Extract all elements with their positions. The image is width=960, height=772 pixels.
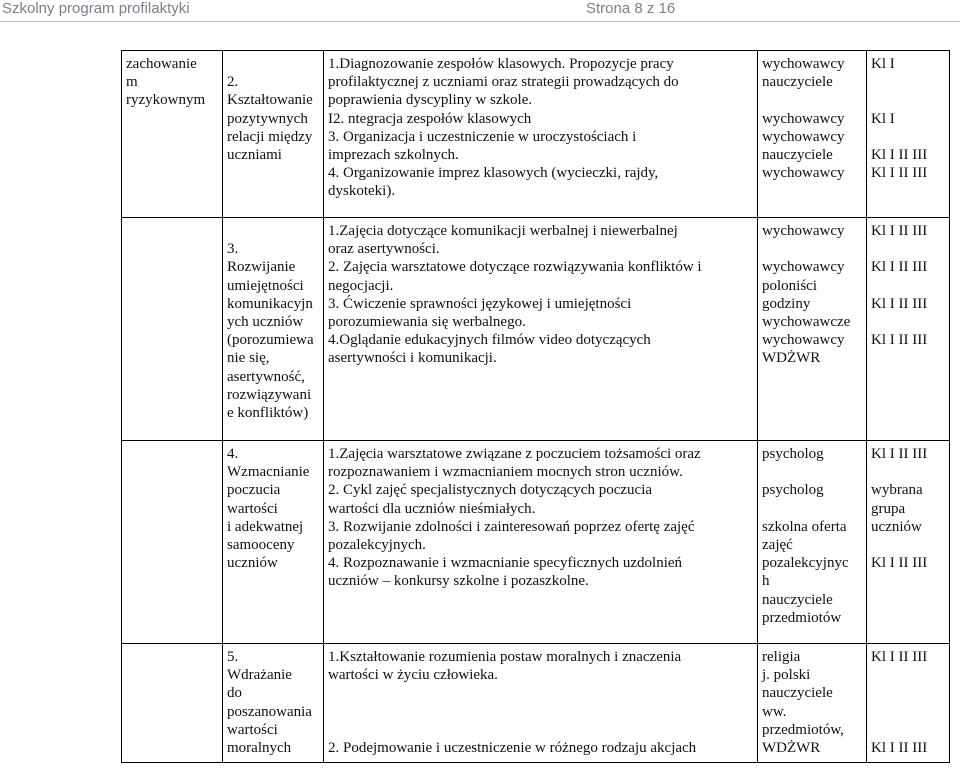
cell-text-line: (porozumiewa [227,332,314,349]
cell-text-line: wartości [227,721,278,738]
cell-text-line: m [126,74,138,91]
cell-text-line: wychowawcy [762,128,845,145]
cell-text-line: samooceny [227,537,295,554]
cell-text-line: relacji między [227,128,313,145]
cell-text-line: 4.Oglądanie edukacyjnych filmów video dotyczących [328,332,651,349]
cell-text-line: Kształtowanie [227,92,313,109]
cell-text-line: przedmiotów, [762,721,844,738]
class-cell [867,51,950,218]
cell-text-line: 4. [227,446,239,462]
page-number: Strona 8 z 16 [586,0,676,17]
blank-line [871,721,945,739]
cell-text-line: moralnych [227,740,292,757]
cell-text-line: pozalekcyjnyc [762,555,849,572]
cell-text-line: j. polski [762,667,811,684]
cell-text-line: Kl I II III [871,165,928,182]
header-divider [0,21,960,22]
blank-line [871,277,945,295]
cell-text-line: negocjacji. [328,277,394,294]
blank-line [871,128,945,146]
cell-text-line: szkolna oferta [762,518,847,535]
blank-line [871,666,945,684]
blank-line [328,703,753,721]
cell-text-line: uczniów – konkursy szkolne i pozaszkolne. [328,573,589,590]
blank-line [871,73,945,91]
cell-text-line: 3. Organizacja i uczestniczenie w uroczystościach i [328,128,637,145]
cell-text-line: 3. Ćwiczenie sprawności językowej i umiejętności [328,295,632,312]
responsible-cell [758,51,867,218]
cell-text-line: 2. Podejmowanie i uczestniczenie w różnego rodzaju akcjach [328,739,697,756]
blank-line [762,500,862,518]
cell-text-line: nauczyciele [762,74,833,91]
cell-text-line: 1.Zajęcia warsztatowe związane z poczuciem tożsamości oraz [328,446,701,462]
cell-text-line: Kl I II III [871,739,928,756]
cell-text-line: 1.Kształtowanie rozumienia postaw moralnych i znaczenia [328,649,682,665]
cell-text-line: grupa [871,500,906,517]
cell-text-line: rozpoznawaniem i wzmacnianiem mocnych stron uczniów. [328,464,683,481]
cell-text-line: i adekwatnej [227,518,304,535]
area-cell [122,441,223,644]
cell-text-line: do [227,685,242,702]
cell-text-line: psycholog [762,446,824,462]
cell-text-line: Kl I II III [871,223,928,239]
responsible-cell [758,644,867,763]
blank-line [871,684,945,702]
area-cell [122,51,223,218]
cell-text-line: 5. [227,649,239,665]
cell-text-line: ryzykownym [126,92,206,109]
cell-text-line: nauczyciele [762,147,833,163]
cell-text-line: poprawienia dyscypliny w szkole. [328,92,533,109]
cell-text-line: ww. [762,703,787,720]
table-row [122,644,950,763]
cell-text-line: Wzmacnianie [227,464,310,481]
cell-text-line: Kl I [871,110,895,127]
cell-text-line: Kl I II III [871,446,928,462]
cell-text-line: wartości w życiu człowieka. [328,667,498,684]
cell-text-line: 2. Zajęcia warsztatowe dotyczące rozwiązywania konfliktów i [328,259,702,276]
activities-cell [324,218,758,441]
cell-text-line: Kl I II III [871,555,928,572]
cell-text-line: porozumiewania się werbalnego. [328,314,526,331]
cell-text-line: wartości dla uczniów nieśmiałych. [328,500,536,517]
responsible-cell [758,441,867,644]
cell-text-line: asertywności i komunikacji. [328,350,497,367]
blank-line [871,313,945,331]
activities-cell [324,441,758,644]
cell-text-line: wychowawcy [762,56,845,72]
document-title: Szkolny program profilaktyki [2,0,190,17]
cell-text-line: ych uczniów [227,314,304,330]
class-cell [867,218,950,441]
cell-text-line: poczucia [227,482,281,499]
cell-text-line: dyskoteki). [328,183,396,200]
blank-line [227,55,319,73]
blank-line [871,536,945,554]
blank-line [871,703,945,721]
cell-text-line: uczniów [227,555,278,572]
cell-text-line: pozalekcyjnych. [328,537,426,554]
cell-text-line: zachowanie [126,56,197,72]
table-row [122,51,950,218]
page-header [0,0,960,20]
cell-text-line: wychowawcze [762,314,851,330]
cell-text-line: pozytywnych [227,110,308,127]
class-cell [867,644,950,763]
cell-text-line: wartości [227,500,278,517]
cell-text-line: asertywność, [227,368,305,385]
responsible-cell [758,218,867,441]
cell-text-line: wychowawcy [762,165,845,182]
cell-text-line: 4. Rozpoznawanie i wzmacnianie specyficznych uzdolnień [328,555,683,572]
blank-line [871,463,945,481]
cell-text-line: 1.Zajęcia dotyczące komunikacji werbalnej i niewerbalnej [328,223,678,239]
cell-text-line: Kl I II III [871,146,928,163]
cell-text-line: e konfliktów) [227,405,309,422]
task-cell [223,441,324,644]
cell-text-line: Kl I II III [871,259,928,276]
blank-line [227,222,319,240]
cell-text-line: 3. [227,241,239,258]
cell-text-line: Kl I II III [871,295,928,312]
blank-line [762,463,862,481]
cell-text-line: umiejętności [227,277,304,294]
cell-text-line: WDŻWR [762,740,821,757]
cell-text-line: Rozwijanie [227,259,296,276]
cell-text-line: 4. Organizowanie imprez klasowych (wycieczki, rajdy, [328,165,659,182]
area-cell [122,218,223,441]
cell-text-line: wychowawcy [762,259,845,276]
table-row [122,441,950,644]
blank-line [328,721,753,739]
cell-text-line: 1.Diagnozowanie zespołów klasowych. Propozycje pracy [328,56,674,72]
task-cell [223,218,324,441]
cell-text-line: komunikacyjn [227,295,313,312]
activities-cell [324,644,758,763]
cell-text-line: 2. [227,74,239,91]
blank-line [328,684,753,702]
cell-text-line: psycholog [762,482,824,499]
cell-text-line: h [762,573,770,590]
cell-text-line: oraz asertywności. [328,241,440,258]
cell-text-line: profilaktycznej z uczniami oraz strategii prowadzących do [328,74,679,91]
cell-text-line: nauczyciele [762,685,833,702]
activities-cell [324,51,758,218]
task-cell [223,644,324,763]
cell-text-line: poszanowania [227,703,312,720]
cell-text-line: wychowawcy [762,110,845,127]
area-cell [122,644,223,763]
cell-text-line: rozwiązywani [227,386,312,403]
program-table [121,50,950,763]
cell-text-line: I2. ntegracja zespołów klasowych [328,110,532,127]
cell-text-line: Kl I II III [871,649,928,665]
blank-line [871,91,945,109]
cell-text-line: WDŻWR [762,350,821,367]
cell-text-line: 2. Cykl zajęć specjalistycznych dotyczących poczucia [328,482,653,499]
cell-text-line: wybrana [871,482,923,499]
blank-line [762,91,862,109]
cell-text-line: wychowawcy [762,223,845,239]
class-cell [867,441,950,644]
cell-text-line: poloniści [762,277,817,294]
cell-text-line: nauczyciele [762,591,833,608]
cell-text-line: religia [762,649,801,665]
task-cell [223,51,324,218]
cell-text-line: nie się, [227,350,270,367]
cell-text-line: uczniami [227,147,282,163]
cell-text-line: zajęć [762,536,793,553]
cell-text-line: 3. Rozwijanie zdolności i zainteresowań poprzez ofertę zajęć [328,518,695,535]
cell-text-line: uczniów [871,518,922,535]
blank-line [871,240,945,258]
cell-text-line: przedmiotów [762,609,842,626]
table-row [122,218,950,441]
cell-text-line: wychowawcy [762,332,845,349]
cell-text-line: imprezach szkolnych. [328,147,459,164]
blank-line [762,240,862,258]
cell-text-line: godziny [762,295,811,312]
cell-text-line: Wdrażanie [227,667,292,684]
cell-text-line: Kl I II III [871,332,928,349]
cell-text-line: Kl I [871,56,895,72]
